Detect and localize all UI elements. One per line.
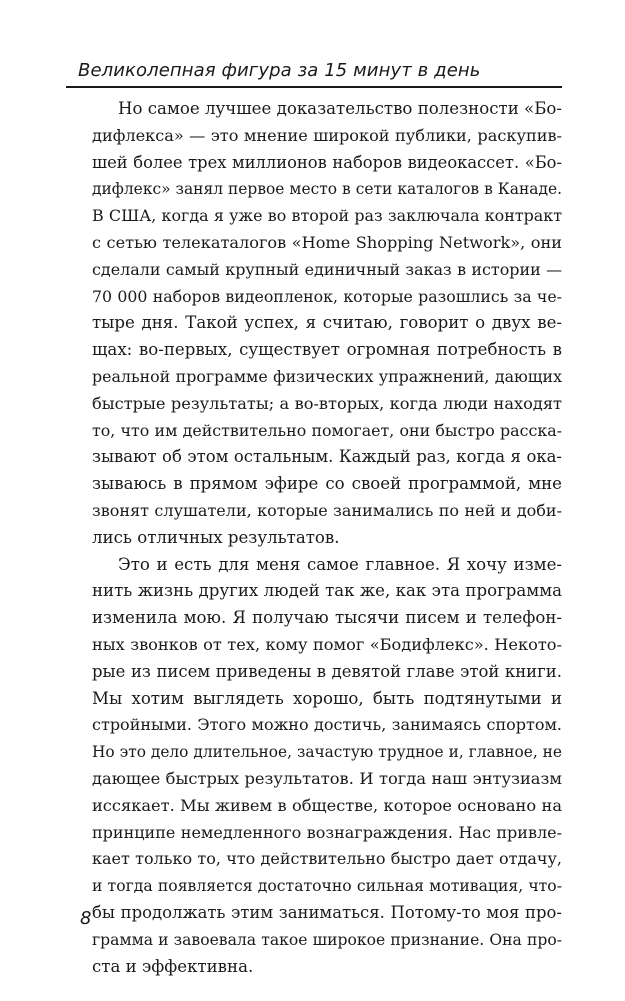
text-line: 70 000 наборов видеопленок, которые разошлись за че- <box>92 286 562 306</box>
header-rule <box>66 86 562 88</box>
text-line: дающее быстрых результатов. И тогда наш энтузиазм <box>92 768 562 788</box>
paragraph-2 <box>66 552 562 981</box>
text-line: лись отличных результатов. <box>92 527 340 547</box>
text-line: зываюсь в прямом эфире со своей программой, мне <box>92 474 562 494</box>
text-line: принципе немедленного вознаграждения. Нас привле- <box>92 822 562 842</box>
text-line: шей более трех миллионов наборов видеокассет. «Бо- <box>92 152 562 172</box>
text-line: В США, когда я уже во второй раз заключала контракт <box>92 206 562 226</box>
text-line: стройными. Этого можно достичь, занимаясь спортом. <box>92 715 562 735</box>
text-line: звонят слушатели, которые занимались по ней и доби- <box>92 500 562 520</box>
text-line: бы продолжать этим заниматься. Потому-то моя про- <box>92 902 562 922</box>
text-line: с сетью телекаталогов «Home Shopping Network», они <box>92 232 562 252</box>
text-line: Но самое лучшее доказательство полезности «Бо- <box>118 99 562 118</box>
text-line: дифлекс» занял первое место в сети каталогов в Канаде. <box>92 180 562 199</box>
text-line: тыре дня. Такой успех, я считаю, говорит о двух ве- <box>92 313 562 333</box>
text-line: сделали самый крупный единичный заказ в истории — <box>92 259 562 279</box>
text-line: и тогда появляется достаточно сильная мотивация, что- <box>92 876 562 896</box>
text-line: Но это дело длительное, зачастую трудное и, главное, не <box>92 743 562 762</box>
text-line: то, что им действительно помогает, они быстро расска- <box>92 420 562 440</box>
text-line: ста и эффективна. <box>92 956 254 976</box>
text-line: реальной программе физических упражнений, дающих <box>92 366 562 386</box>
text-line: зывают об этом остальным. Каждый раз, когда я ока- <box>92 447 562 467</box>
running-header: Великолепная фигура за 15 минут в день <box>78 60 481 81</box>
text-line: изменила мою. Я получаю тысячи писем и телефон- <box>92 608 562 628</box>
text-line: быстрые результаты; а во-вторых, когда люди находят <box>92 393 562 413</box>
text-line: дифлекса» — это мнение широкой публики, раскупив- <box>92 125 562 145</box>
text-line: ных звонков от тех, кому помог «Бодифлекс». Некото- <box>92 634 562 654</box>
page-number: 8 <box>80 908 92 929</box>
text-line: грамма и завоевала такое широкое признание. Она про- <box>92 930 562 949</box>
body-text <box>66 96 562 980</box>
text-line: щах: во-первых, существует огромная потребность в <box>92 340 562 360</box>
text-line: кает только то, что действительно быстро дает отдачу, <box>92 849 562 869</box>
text-line: рые из писем приведены в девятой главе этой книги. <box>92 661 562 681</box>
text-line: Мы хотим выглядеть хорошо, быть подтянутыми и <box>92 688 562 708</box>
paragraph-1 <box>66 96 562 552</box>
text-line: иссякает. Мы живем в обществе, которое основано на <box>92 795 562 815</box>
text-line: Это и есть для меня самое главное. Я хочу изме- <box>118 554 562 574</box>
text-line: нить жизнь других людей так же, как эта программа <box>92 581 562 601</box>
